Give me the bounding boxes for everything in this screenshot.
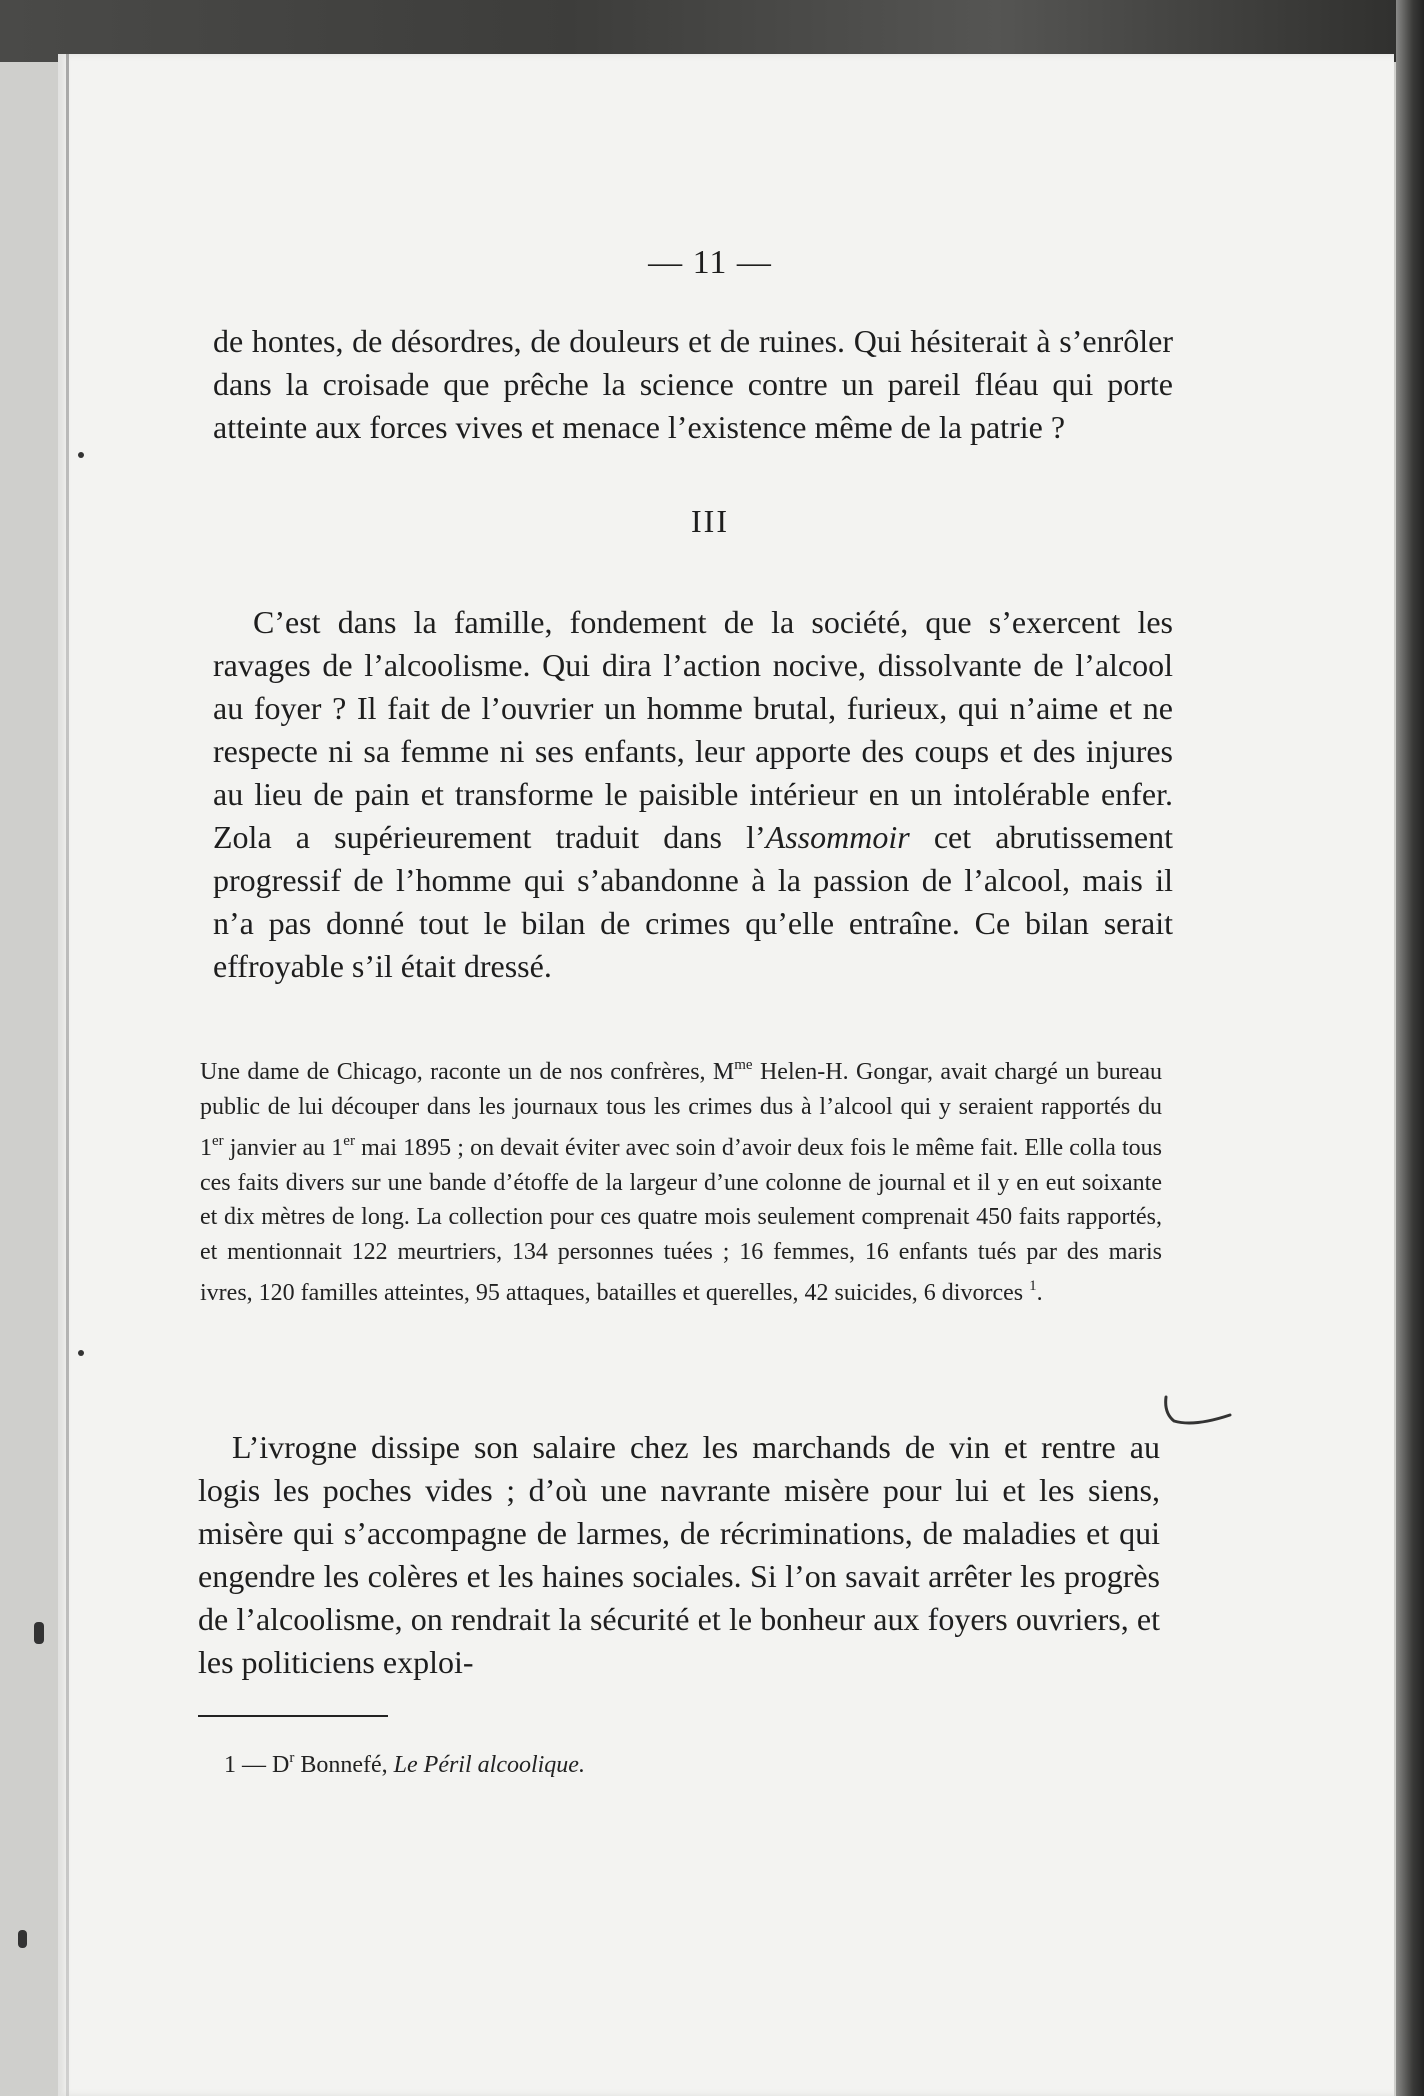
quote-text-1: Une dame de Chicago, raconte un de nos confrères, M: [200, 1059, 735, 1085]
footnote-reference: 1: [1029, 1278, 1037, 1294]
scan-border-top: [0, 0, 1424, 62]
footnote-book-title: Le Péril alcoolique.: [393, 1752, 585, 1778]
quote-superscript-er: er: [343, 1133, 355, 1149]
binding-hole-mark: [78, 452, 84, 458]
book-title-assommoir: Assommoir: [765, 819, 910, 855]
quote-superscript-mme: me: [734, 1057, 753, 1073]
footnote-divider: [198, 1715, 388, 1717]
footnote-author-name: Bonnefé,: [294, 1752, 394, 1778]
quote-end: .: [1036, 1280, 1043, 1306]
binding-hole-mark: [34, 1622, 44, 1644]
pencil-annotation-mark: [1160, 1395, 1240, 1435]
footnote-author-abbr: D: [272, 1752, 290, 1778]
quote-text-4: mai 1895 ; on devait éviter avec soin d’avoir deux fois le même fait. Elle colla tous ces faits divers sur une bande d’étoffe de la largeur d’une colonne de journal et il y en eut soixante et dix mètres de long. La collection pour ces quatre mois seulement comprenait 450 faits rapportés, et mentionnait 122 meurtriers, 134 personnes tuées ; 16 femmes, 16 enfants tués par des maris ivres, 120 familles atteintes, 95 attaques, batailles et querelles, 42 suicides, 6 divorces: [200, 1135, 1162, 1306]
footnote-author-superscript: r: [289, 1750, 295, 1766]
quoted-anecdote: [200, 1048, 1162, 1311]
binding-hole-mark: [18, 1930, 27, 1948]
quote-text-2: Helen-H. Gongar, avait chargé un bureau public de lui découper dans les journaux tous les crimes dus à l’alcool qui y seraient rapportés du 1: [200, 1059, 1162, 1161]
paragraph-1: de hontes, de désordres, de douleurs et de ruines. Qui hésiterait à s’enrôler dans la croisade que prêche la science contre un pareil fléau qui porte atteinte aux forces vives et menace l’existence même de la patrie ?: [213, 323, 1173, 445]
page-number: — 11 —: [648, 244, 772, 281]
paragraph-2-text-end: cet abrutissement progressif de l’homme qui s’abandonne à la passion de l’alcool, mais il n’a pas donné tout le bilan de crimes qu’elle entraîne. Ce bilan serait effroyable s’il était dressé.: [213, 819, 1174, 984]
footnote-number: 1 —: [224, 1752, 266, 1778]
binding-hole-mark: [78, 1350, 84, 1356]
paragraph-2: [213, 601, 1173, 988]
quote-superscript-er: er: [212, 1133, 224, 1149]
scan-border-right: [1396, 0, 1424, 2096]
section-heading: III: [691, 503, 729, 539]
footnote: [224, 1750, 1124, 1779]
paragraph-3: L’ivrogne dissipe son salaire chez les marchands de vin et rentre au logis les poches vides ; d’où une navrante misère pour lui et les siens, misère qui s’accompagne de larmes, de récriminations, de maladies et qui engendre les colères et les haines sociales. Si l’on savait arrêter les progrès de l’alcoolisme, on rendrait la sécurité et le bonheur aux foyers ouvriers, et les politiciens exploi-: [198, 1429, 1160, 1680]
quote-text-3: janvier au 1: [223, 1135, 344, 1161]
paragraph-2-text-start: C’est dans la famille, fondement de la société, que s’exercent les ravages de l’alcoolisme. Qui dira l’action nocive, dissolvante de l’alcool au foyer ? Il fait de l’ouvrier un homme brutal, furieux, qui n’aime et ne respecte ni sa femme ni ses enfants, leur apporte des coups et des injures au lieu de pain et transforme le paisible intérieur en un intolérable enfer. Zola a supérieurement traduit dans l’: [213, 604, 1173, 855]
page-gutter: [66, 54, 69, 2096]
